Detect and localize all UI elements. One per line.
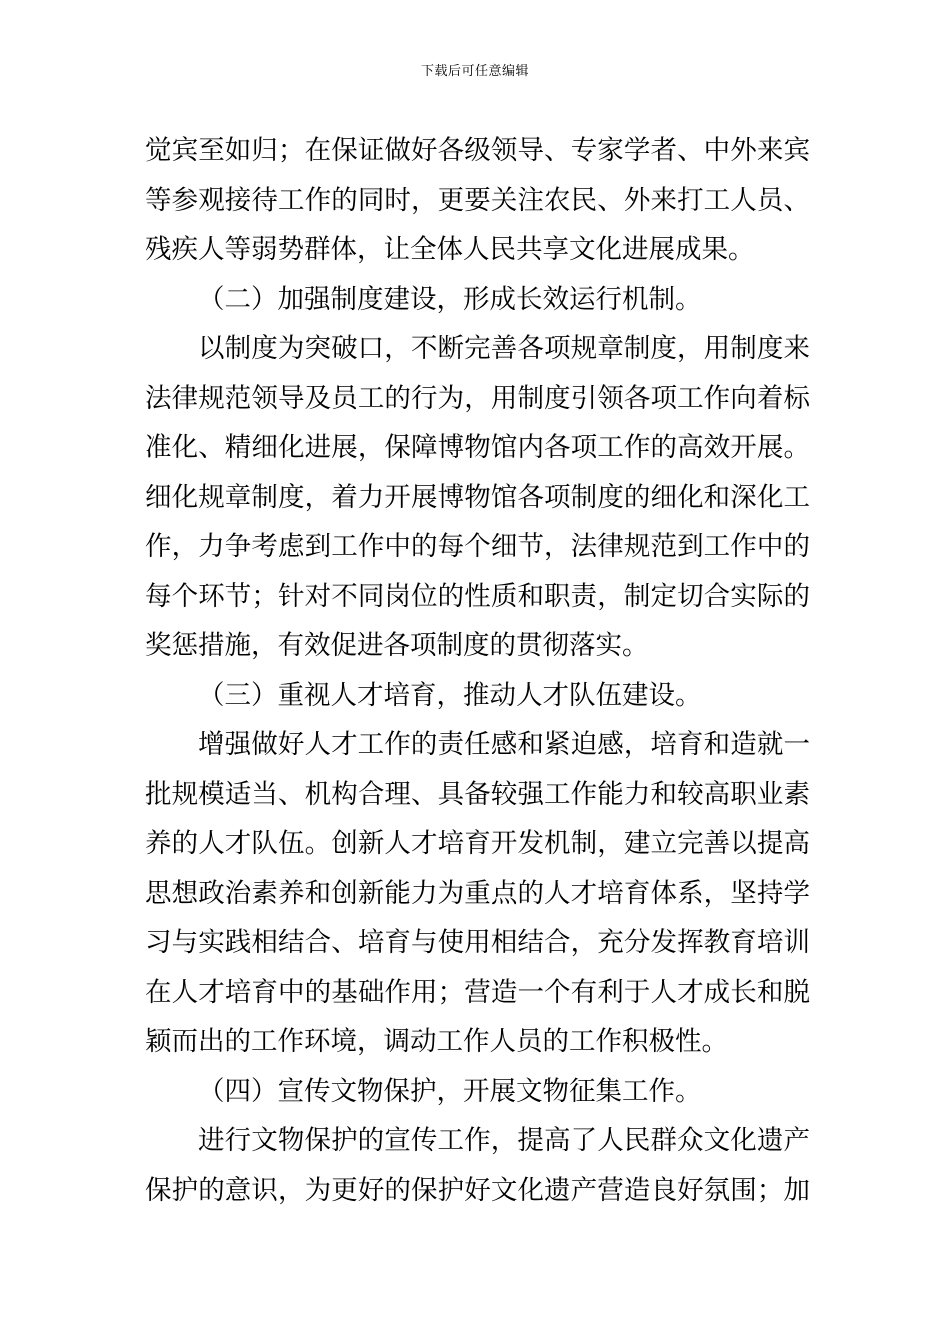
section-heading-4: [145, 1067, 810, 1117]
section-heading-2: [145, 275, 810, 325]
text-line: 在人才培育中的基础作用；营造一个有利于人才成长和脱: [145, 976, 810, 1008]
text-line: 习与实践相结合、培育与使用相结合，充分发挥教育培训: [145, 927, 810, 958]
paragraph-institution: [145, 324, 810, 671]
paragraph-continuation: [145, 126, 810, 275]
heading-text: （三）重视人才培育，推动人才队伍建设。: [198, 679, 702, 711]
text-line: 觉宾至如归；在保证做好各级领导、专家学者、中外来宾: [145, 135, 810, 166]
text-line: 批规模适当、机构合理、具备较强工作能力和较高职业素: [145, 778, 810, 810]
section-heading-3: [145, 671, 810, 721]
text-line: 养的人才队伍。创新人才培育开发机制，建立完善以提高: [145, 828, 810, 859]
text-line: 进行文物保护的宣传工作，提高了人民群众文化遗产: [198, 1125, 810, 1156]
heading-text: （四）宣传文物保护，开展文物征集工作。: [198, 1075, 702, 1107]
text-line: 以制度为突破口，不断完善各项规章制度，用制度来: [198, 333, 810, 364]
text-line: 作，力争考虑到工作中的每个细节，法律规范到工作中的: [145, 531, 810, 562]
paragraph-talent: [145, 720, 810, 1067]
text-line: 残疾人等弱势群体，让全体人民共享文化进展成果。: [145, 234, 755, 265]
heading-text: （二）加强制度建设，形成长效运行机制。: [198, 283, 702, 315]
text-line: 法律规范领导及员工的行为，用制度引领各项工作向着标: [145, 382, 810, 414]
text-line: 思想政治素养和创新能力为重点的人才培育体系，坚持学: [145, 877, 810, 909]
document-body: [145, 126, 810, 1215]
text-line: 奖惩措施，有效促进各项制度的贯彻落实。: [145, 630, 649, 661]
text-line: 颖而出的工作环境，调动工作人员的工作积极性。: [145, 1026, 728, 1057]
text-line: 保护的意识，为更好的保护好文化遗产营造良好氛围；加: [145, 1174, 810, 1206]
text-line: 准化、精细化进展，保障博物馆内各项工作的高效开展。: [145, 432, 810, 463]
text-line: 细化规章制度，着力开展博物馆各项制度的细化和深化工: [145, 481, 810, 513]
text-line: 每个环节；针对不同岗位的性质和职责，制定切合实际的: [145, 580, 810, 612]
page-header: 下载后可任意编辑: [420, 64, 529, 79]
text-line: 增强做好人才工作的责任感和紧迫感，培育和造就一: [198, 729, 810, 760]
paragraph-relics: [145, 1116, 810, 1215]
text-line: 等参观接待工作的同时，更要关注农民、外来打工人员、: [145, 184, 810, 216]
